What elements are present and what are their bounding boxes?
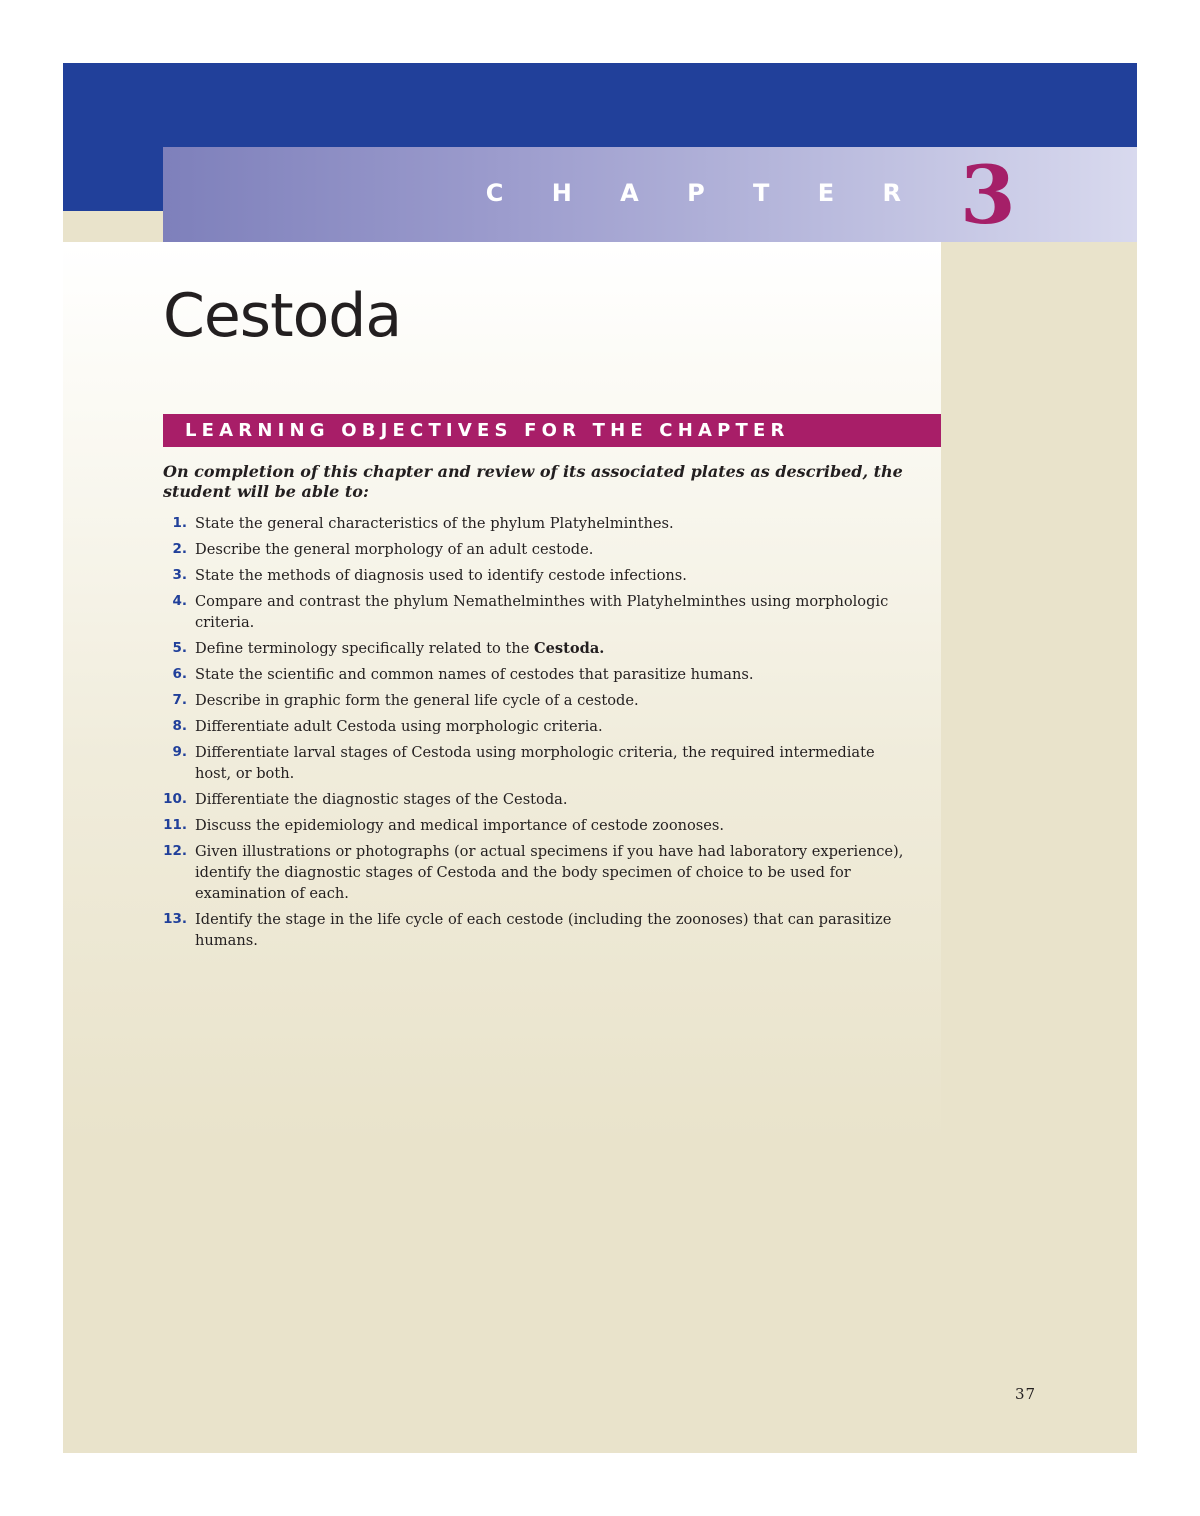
learning-objectives-heading-bar	[163, 414, 941, 447]
objective-number: 4.	[172, 593, 187, 609]
objective-item	[155, 742, 915, 784]
objective-number: 8.	[172, 718, 187, 734]
objectives-intro: On completion of this chapter and review of its associated plates as described, the student will be able to:	[163, 462, 903, 501]
objective-text: State the general characteristics of the phylum Platyhelminthes.	[195, 515, 674, 532]
objective-number: 11.	[163, 817, 187, 833]
objective-number: 6.	[172, 666, 187, 682]
objective-number: 2.	[172, 541, 187, 557]
objective-text: Given illustrations or photographs (or actual specimens if you have had laboratory experience), identify the diagnostic stages of Cestoda and the body specimen of choice to be used for examination of each.	[195, 843, 904, 902]
chapter-title: Cestoda	[163, 281, 402, 351]
page-number: 37	[1015, 1385, 1037, 1403]
objective-text: Differentiate adult Cestoda using morphologic criteria.	[195, 718, 603, 735]
objective-item	[155, 664, 915, 685]
objective-text: Discuss the epidemiology and medical importance of cestode zoonoses.	[195, 817, 725, 834]
objective-item	[155, 565, 915, 586]
objective-text: Describe the general morphology of an adult cestode.	[195, 541, 594, 558]
objective-text: Differentiate larval stages of Cestoda using morphologic criteria, the required intermediate host, or both.	[195, 744, 875, 782]
objective-item	[155, 789, 915, 810]
objective-item	[155, 841, 915, 904]
chapter-label: C H A P T E R	[485, 179, 921, 207]
objective-text: Define terminology specifically related to the	[195, 640, 535, 657]
objective-text: Compare and contrast the phylum Nemathelminthes with Platyhelminthes using morphologic criteria.	[195, 593, 889, 631]
objective-number: 7.	[172, 692, 187, 708]
objective-item	[155, 815, 915, 836]
objective-item	[155, 513, 915, 534]
objective-text: Differentiate the diagnostic stages of the Cestoda.	[195, 791, 568, 808]
objective-number: 10.	[163, 791, 187, 807]
objectives-list	[155, 513, 915, 956]
objective-item	[155, 591, 915, 633]
objective-item	[155, 539, 915, 560]
objective-number: 13.	[163, 911, 187, 927]
objective-number: 1.	[172, 515, 187, 531]
chapter-number: 3	[960, 148, 1016, 242]
objective-number: 12.	[163, 843, 187, 859]
page	[63, 63, 1137, 1453]
objective-item	[155, 909, 915, 951]
objective-text: State the methods of diagnosis used to identify cestode infections.	[195, 567, 687, 584]
learning-objectives-heading: LEARNING OBJECTIVES FOR THE CHAPTER	[185, 420, 790, 441]
objective-number: 5.	[172, 640, 187, 656]
objective-item	[155, 638, 915, 659]
objective-item	[155, 690, 915, 711]
objective-text: Describe in graphic form the general life cycle of a cestode.	[195, 692, 639, 709]
objective-number: 3.	[172, 567, 187, 583]
objective-text: Identify the stage in the life cycle of each cestode (including the zoonoses) that can parasitize humans.	[195, 911, 892, 949]
objective-text: State the scientific and common names of cestodes that parasitize humans.	[195, 666, 754, 683]
objective-bold-term: Cestoda.	[534, 640, 605, 657]
objective-number: 9.	[172, 744, 187, 760]
objective-item	[155, 716, 915, 737]
